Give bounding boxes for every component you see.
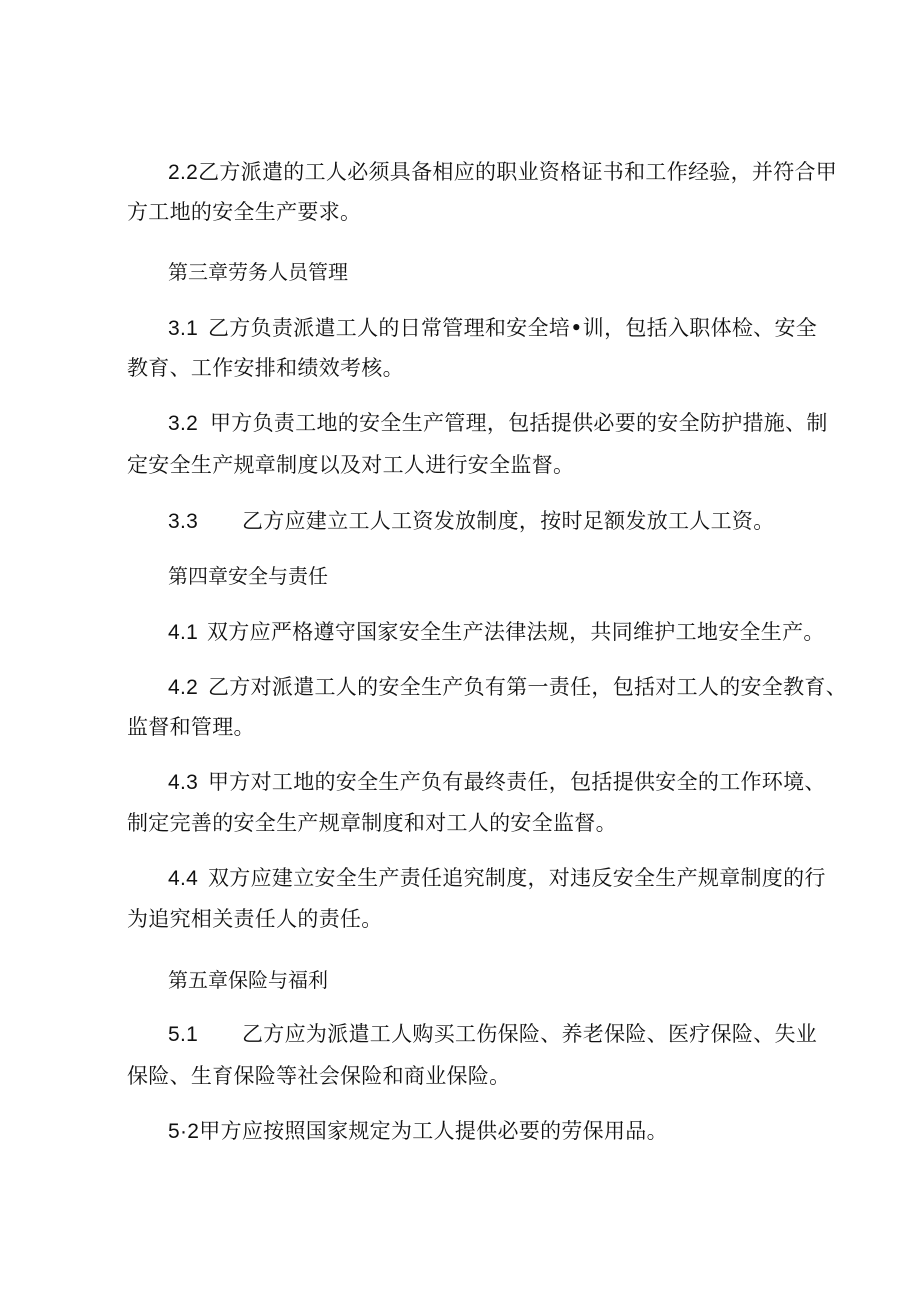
clause-4-4-line-2 <box>127 904 383 934</box>
clause-number: 4.2 <box>168 676 199 699</box>
clause-4-3-line-2 <box>127 808 617 838</box>
clause-text: 教育、工作安排和绩效考核。 <box>127 356 404 380</box>
clause-number: 2.2 <box>168 161 199 184</box>
clause-number: 5.1 <box>168 1023 199 1046</box>
clause-3-2-line-1 <box>168 408 828 439</box>
chapter-title: 第三章劳务人员管理 <box>168 260 348 284</box>
clause-text: 方工地的安全生产要求。 <box>127 200 362 224</box>
clause-text: 制定完善的安全生产规章制度和对工人的安全监督。 <box>127 811 617 835</box>
clause-text: 为追究相关责任人的责任。 <box>127 907 383 931</box>
clause-text: 乙方派遣的工人必须具备相应的职业资格证书和工作经验，并符合甲 <box>198 160 838 184</box>
clause-number: 4.1 <box>168 621 199 644</box>
clause-2-2-line-2 <box>127 197 361 227</box>
clause-4-4-line-1 <box>168 863 826 894</box>
clause-number: 4.4 <box>168 867 199 890</box>
chapter-title: 第五章保险与福利 <box>168 968 328 992</box>
chapter-3-heading <box>168 257 348 287</box>
clause-number: 4.3 <box>168 771 199 794</box>
clause-text: 乙方应为派遣工人购买工伤保险、养老保险、医疗保险、失业 <box>242 1022 818 1046</box>
clause-4-2-line-1 <box>168 672 847 703</box>
clause-text: 乙方负责派遣工人的日常管理和安全培•训，包括入职体检、安全 <box>208 316 818 340</box>
clause-text: 双方应建立安全生产责任追究制度，对违反安全生产规章制度的行 <box>208 866 826 890</box>
clause-3-1-line-2 <box>127 353 404 383</box>
clause-2-2-line-1 <box>168 157 837 188</box>
clause-text: 双方应严格遵守国家安全生产法律法规，共同维护工地安全生产。 <box>207 620 825 644</box>
clause-text: 监督和管理。 <box>127 715 255 739</box>
clause-4-1-line-1 <box>168 617 825 648</box>
chapter-5-heading <box>168 965 328 995</box>
clause-text: 保险、生育保险等社会保险和商业保险。 <box>127 1064 511 1088</box>
clause-text: 甲方对工地的安全生产负有最终责任，包括提供安全的工作环境、 <box>208 770 826 794</box>
clause-text: 乙方对派遣工人的安全生产负有第一责任，包括对工人的安全教育、 <box>208 675 847 699</box>
clause-number: 3.3 <box>168 510 199 533</box>
clause-5-1-line-1 <box>168 1019 817 1050</box>
clause-number: 3.1 <box>168 317 199 340</box>
clause-4-3-line-1 <box>168 767 826 798</box>
clause-3-1-line-1 <box>168 313 817 344</box>
chapter-4-heading <box>168 561 328 591</box>
clause-4-2-line-2 <box>127 712 255 742</box>
clause-text: 乙方应建立工人工资发放制度，按时足额发放工人工资。 <box>242 509 775 533</box>
clause-text: 甲方负责工地的安全生产管理，包括提供必要的安全防护措施、制 <box>210 411 828 435</box>
clause-5-1-line-2 <box>127 1061 510 1091</box>
clause-3-2-line-2 <box>127 450 574 480</box>
clause-number: 3.2 <box>168 412 199 435</box>
clause-text: 定安全生产规章制度以及对工人进行安全监督。 <box>127 453 575 477</box>
chapter-title: 第四章安全与责任 <box>168 564 328 588</box>
clause-3-3-line-1 <box>168 506 775 537</box>
clause-number: 5·2 <box>168 1120 200 1143</box>
clause-5-2-line-1 <box>168 1116 668 1147</box>
clause-text: 甲方应按照国家规定为工人提供必要的劳保用品。 <box>199 1119 668 1143</box>
